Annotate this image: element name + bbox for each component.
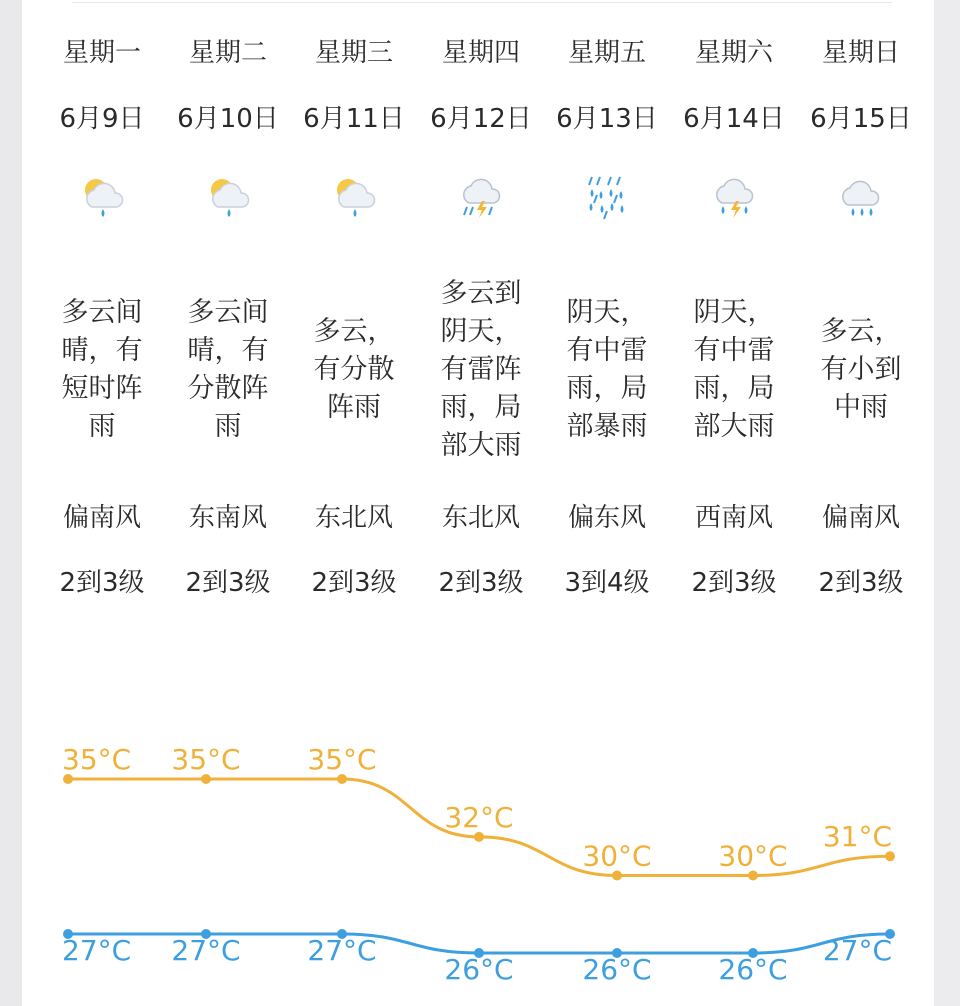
date-label: 6月10日 <box>177 104 279 134</box>
date-label: 6月13日 <box>556 104 658 134</box>
low-temp-label: 26°C <box>582 953 652 986</box>
wind-level: 2到3级 <box>691 568 777 598</box>
day-column <box>165 0 291 600</box>
weekday-label: 星期二 <box>188 38 267 68</box>
weekday-label: 星期一 <box>62 38 141 68</box>
wind-direction: 东南风 <box>188 503 267 533</box>
low-temp-label: 26°C <box>444 953 514 986</box>
day-column <box>39 0 165 600</box>
weekday-label: 星期五 <box>567 38 646 68</box>
wind-direction: 东北风 <box>314 503 393 533</box>
date-label: 6月14日 <box>683 104 785 134</box>
heavy-rain-icon <box>583 173 633 223</box>
day-column <box>291 0 417 600</box>
weather-description: 多云间晴，有短时阵雨 <box>61 297 143 442</box>
wind-level: 2到3级 <box>438 568 524 598</box>
weekday-label: 星期日 <box>821 38 900 68</box>
weekday-label: 星期三 <box>314 38 393 68</box>
high-temp-label: 30°C <box>582 839 652 873</box>
wind-direction: 偏南风 <box>62 503 141 533</box>
cloud-rain-icon <box>837 173 887 223</box>
temperature-chart <box>0 700 960 1006</box>
day-column <box>798 0 924 600</box>
partly-cloudy-rain-icon <box>204 173 254 223</box>
low-temp-label: 26°C <box>718 953 788 986</box>
weather-description: 多云，有小到中雨 <box>820 316 902 423</box>
date-label: 6月11日 <box>303 104 405 134</box>
wind-direction: 东北风 <box>441 503 520 533</box>
partly-cloudy-rain-icon <box>78 173 128 223</box>
wind-level: 2到3级 <box>311 568 397 598</box>
high-temp-label: 31°C <box>822 820 892 854</box>
high-temp-label: 35°C <box>171 743 241 776</box>
wind-level: 2到3级 <box>59 568 145 598</box>
high-temp-label: 35°C <box>62 743 132 776</box>
weather-description: 阴天，有中雷雨，局部暴雨 <box>566 297 648 442</box>
day-column <box>544 0 670 600</box>
weekday-label: 星期六 <box>694 38 773 68</box>
wind-direction: 偏东风 <box>567 503 646 533</box>
low-temp-label: 27°C <box>62 934 132 967</box>
weekday-label: 星期四 <box>441 38 520 68</box>
weather-description: 阴天，有中雷雨，局部大雨 <box>693 297 775 442</box>
high-temp-label: 30°C <box>718 839 788 873</box>
wind-level: 2到3级 <box>818 568 904 598</box>
high-temp-label: 35°C <box>307 743 377 776</box>
weather-description: 多云到阴天，有雷阵雨，局部大雨 <box>440 278 522 461</box>
low-temp-label: 27°C <box>307 934 377 967</box>
thunderstorm-icon <box>457 173 507 223</box>
day-column <box>418 0 544 600</box>
low-temp-label: 27°C <box>822 934 892 967</box>
date-label: 6月9日 <box>59 104 145 134</box>
partly-cloudy-rain-icon <box>330 173 380 223</box>
date-label: 6月15日 <box>810 104 912 134</box>
day-column <box>671 0 797 600</box>
weather-description: 多云间晴，有分散阵雨 <box>187 297 269 442</box>
thunder-rain-icon <box>710 173 760 223</box>
wind-direction: 偏南风 <box>821 503 900 533</box>
weather-description: 多云，有分散阵雨 <box>313 316 395 423</box>
wind-level: 2到3级 <box>185 568 271 598</box>
wind-direction: 西南风 <box>694 503 773 533</box>
low-temp-label: 27°C <box>171 934 241 967</box>
wind-level: 3到4级 <box>564 568 650 598</box>
high-temp-label: 32°C <box>444 800 514 834</box>
date-label: 6月12日 <box>430 104 532 134</box>
